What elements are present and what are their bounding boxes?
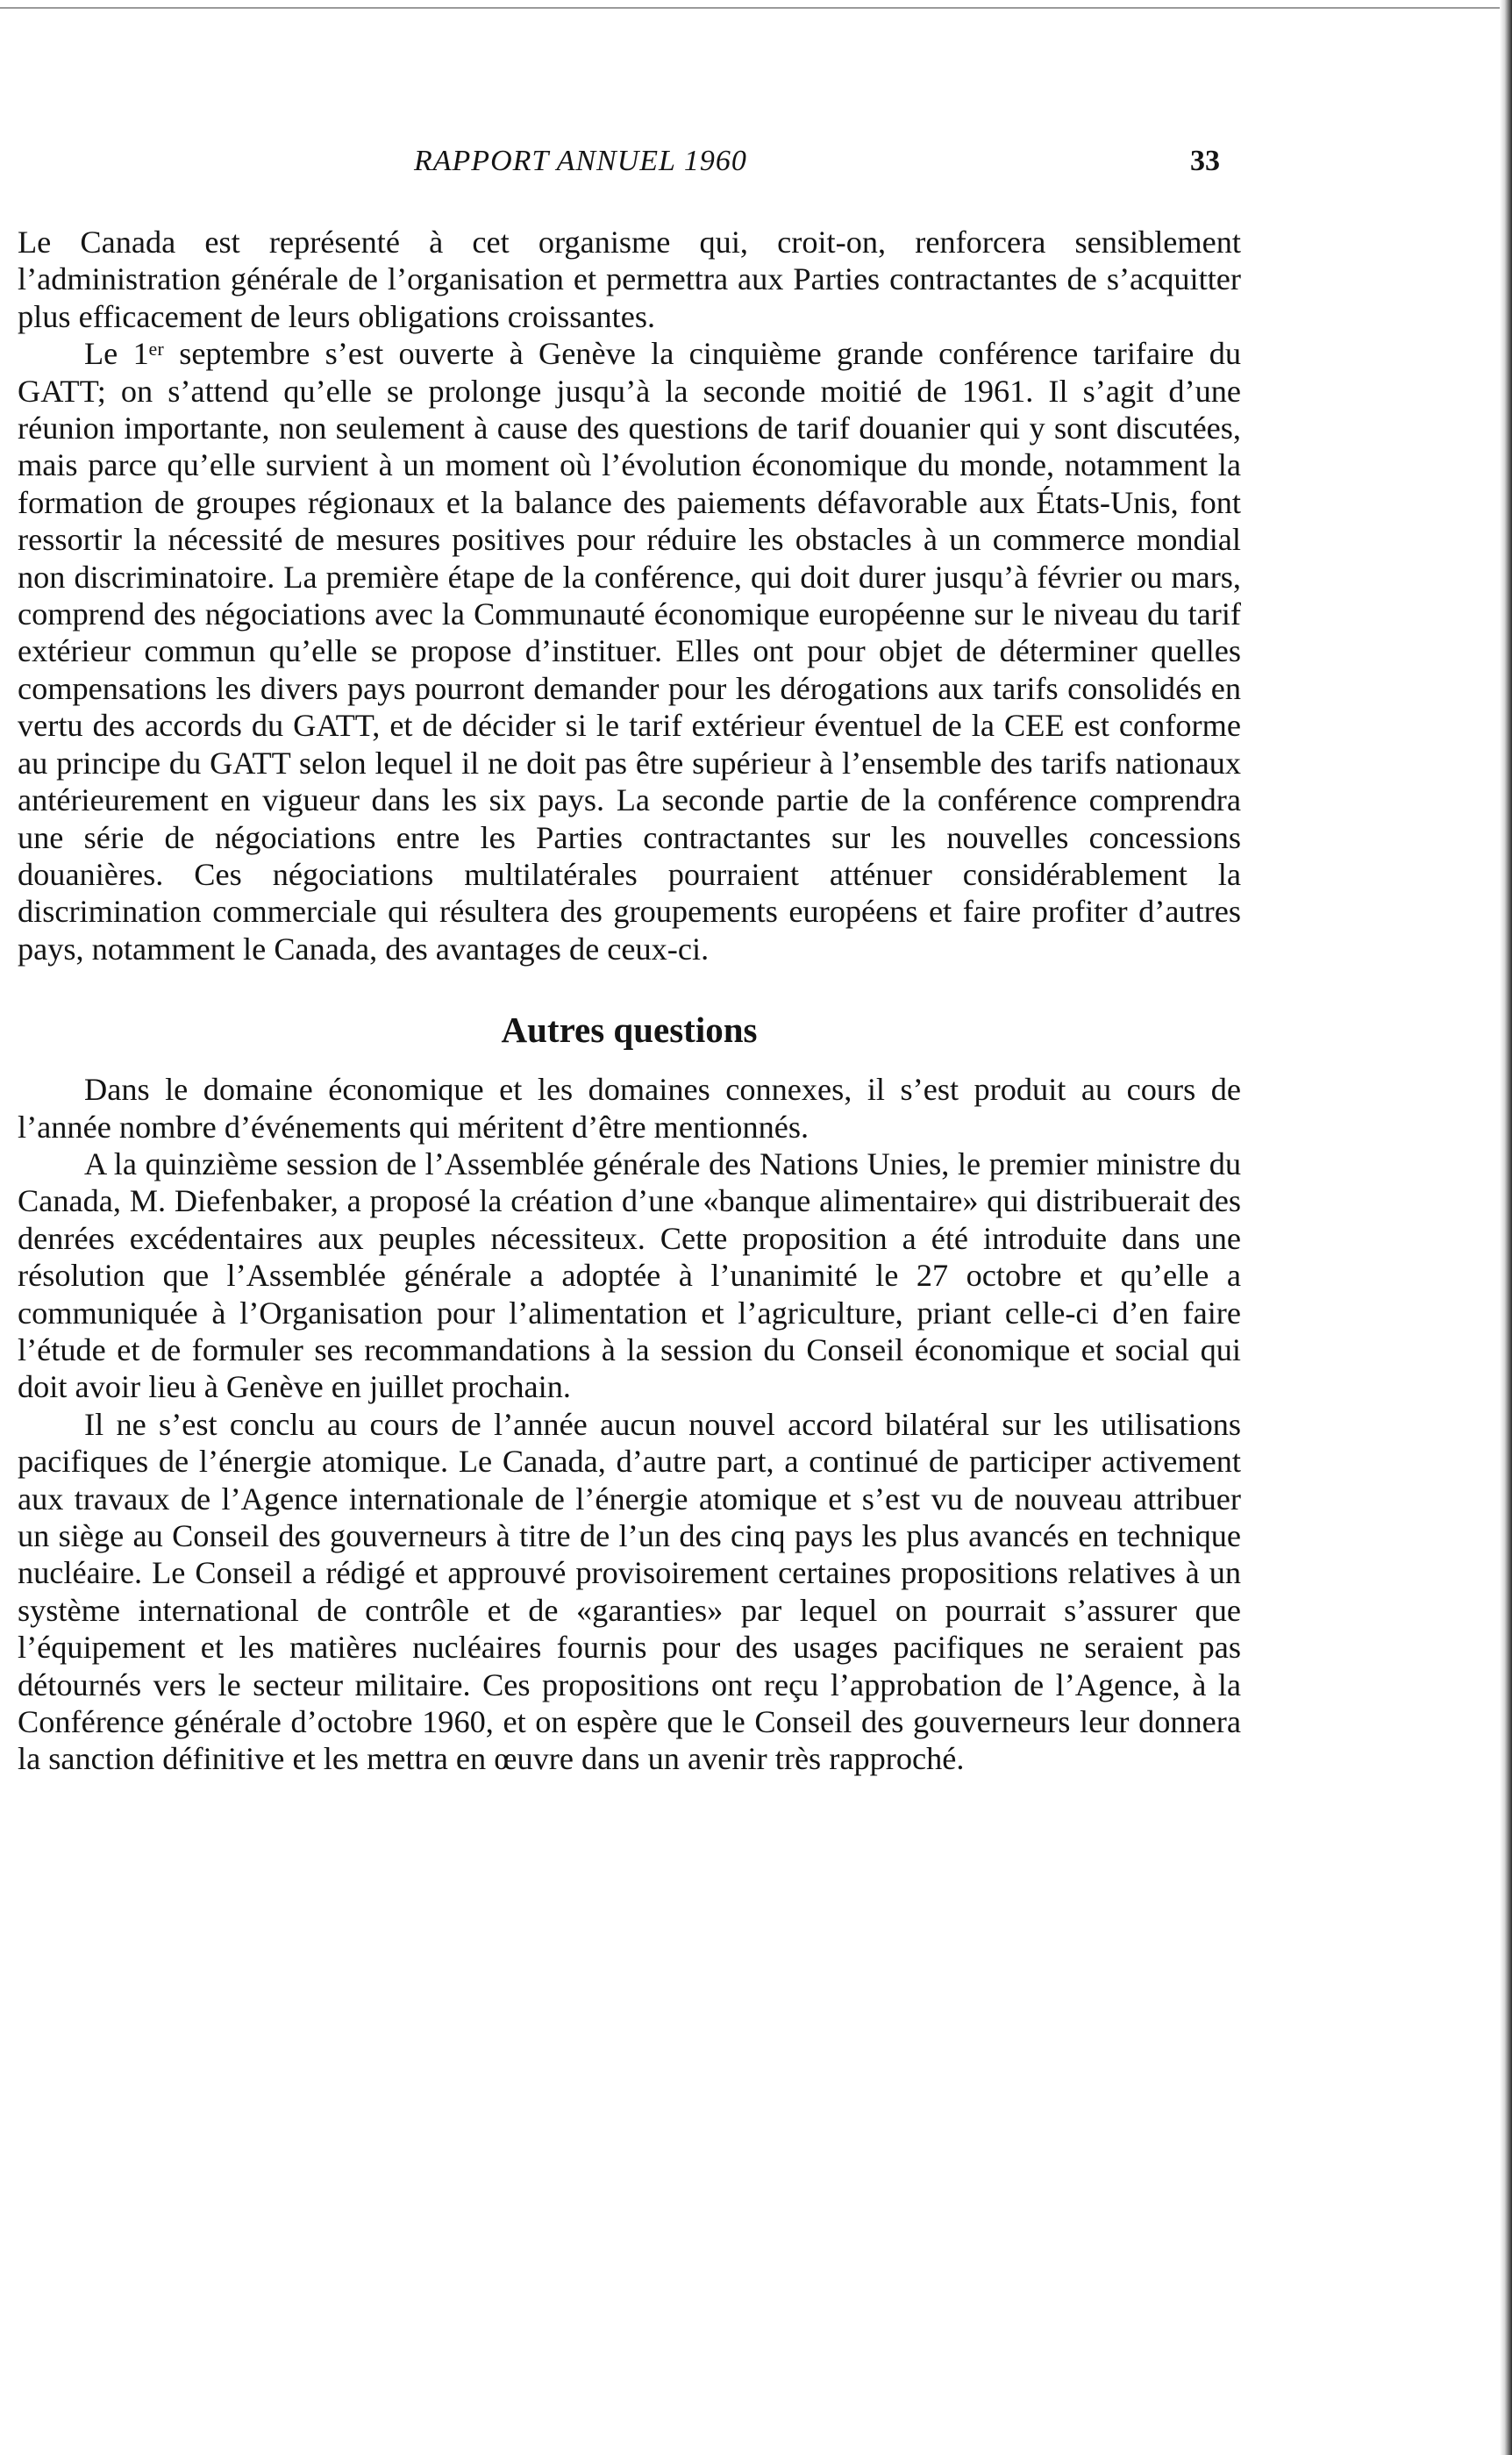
paragraph-canada-representation: Le Canada est représenté à cet organisme qui, croit-on, renforcera sensiblement l’administration générale de l’organisation et permettra aux Parties contractantes de s’acquitter plus efficacement de leurs obligations croissantes. [18,225,1241,334]
scan-top-edge [0,7,1512,9]
paragraph-economic-events: Dans le domaine économique et les domaines connexes, il s’est produit au cours de l’année nombre d’événements qui méritent d’être mentionnés. [18,1072,1241,1145]
paragraph-gatt-conference: Le 1ᵉʳ septembre s’est ouverte à Genève la cinquième grande conférence tarifaire du GATT; on s’attend qu’elle se prolonge jusqu’à la seconde moitié de 1961. Il s’agit d’une réunion importante, non seulement à cause des questions de tarif douanier qui y sont discutées, mais parce qu’elle survient à un moment où l’évolution économique du monde, notamment la formation de groupes régionaux et la balance des paiements défavorable aux États-Unis, font ressortir la nécessité de mesures positives pour réduire les obstacles à un commerce mondial non discriminatoire. La première étape de la conférence, qui doit durer jusqu’à février ou mars, comprend des négociations avec la Communauté économique européenne sur le niveau du tarif extérieur commun qu’elle se propose d’instituer. Elles ont pour objet de déterminer quelles compensations les divers pays pourront demander pour les dérogations aux tarifs consolidés en vertu des accords du GATT, et de décider si le tarif extérieur éventuel de la CEE est conforme au principe du GATT selon lequel il ne doit pas être supérieur à l’ensemble des tarifs nationaux antérieurement en vigueur dans les six pays. La seconde partie de la conférence comprendra une série de négociations entre les Parties contractantes sur les nouvelles concessions douanières. Ces négociations multilatérales pourraient atténuer considérablement la discrimination commerciale qui résultera des groupements européens et faire profiter d’autres pays, notamment le Canada, des avantages de ceux-ci. [18,336,1241,967]
page-header [0,145,1512,197]
section-heading: Autres questions [501,1010,758,1051]
scan-right-edge [1500,0,1512,2455]
running-title: RAPPORT ANNUEL 1960 [414,145,747,177]
page-number: 33 [1190,145,1220,177]
paragraph-food-bank: A la quinzième session de l’Assemblée générale des Nations Unies, le premier ministre du Canada, M. Diefenbaker, a proposé la création d’une «banque alimentaire» qui distribuerait des denrées excédentaires aux peuples nécessiteux. Cette proposition a été introduite dans une résolution que l’Assemblée générale a adoptée à l’unanimité le 27 octobre et qu’elle a communiquée à l’Organisation pour l’alimentation et l’agriculture, priant celle-ci d’en faire l’étude et de formuler ses recommandations à la session du Conseil économique et social qui doit avoir lieu à Genève en juillet prochain. [18,1145,1241,1405]
paragraph-atomic-energy: Il ne s’est conclu au cours de l’année aucun nouvel accord bilatéral sur les utilisations pacifiques de l’énergie atomique. Le Canada, d’autre part, a continué de participer activement aux travaux de l’Agence internationale de l’énergie atomique et s’est vu de nouveau attribuer un siège au Conseil des gouverneurs à titre de l’un des cinq pays les plus avancés en technique nucléaire. Le Conseil a rédigé et approuvé provisoirement certaines propositions relatives à un système international de contrôle et de «garanties» par lequel on pourrait s’assurer que l’équipement et les matières nucléaires fournis pour des usages pacifiques ne seraient pas détournés vers le secteur militaire. Ces propositions ont reçu l’approbation de l’Agence, à la Conférence générale d’octobre 1960, et on espère que le Conseil des gouverneurs leur donnera la sanction définitive et les mettra en œuvre dans un avenir très rapproché. [18,1406,1241,1777]
body-text [18,224,1241,1778]
